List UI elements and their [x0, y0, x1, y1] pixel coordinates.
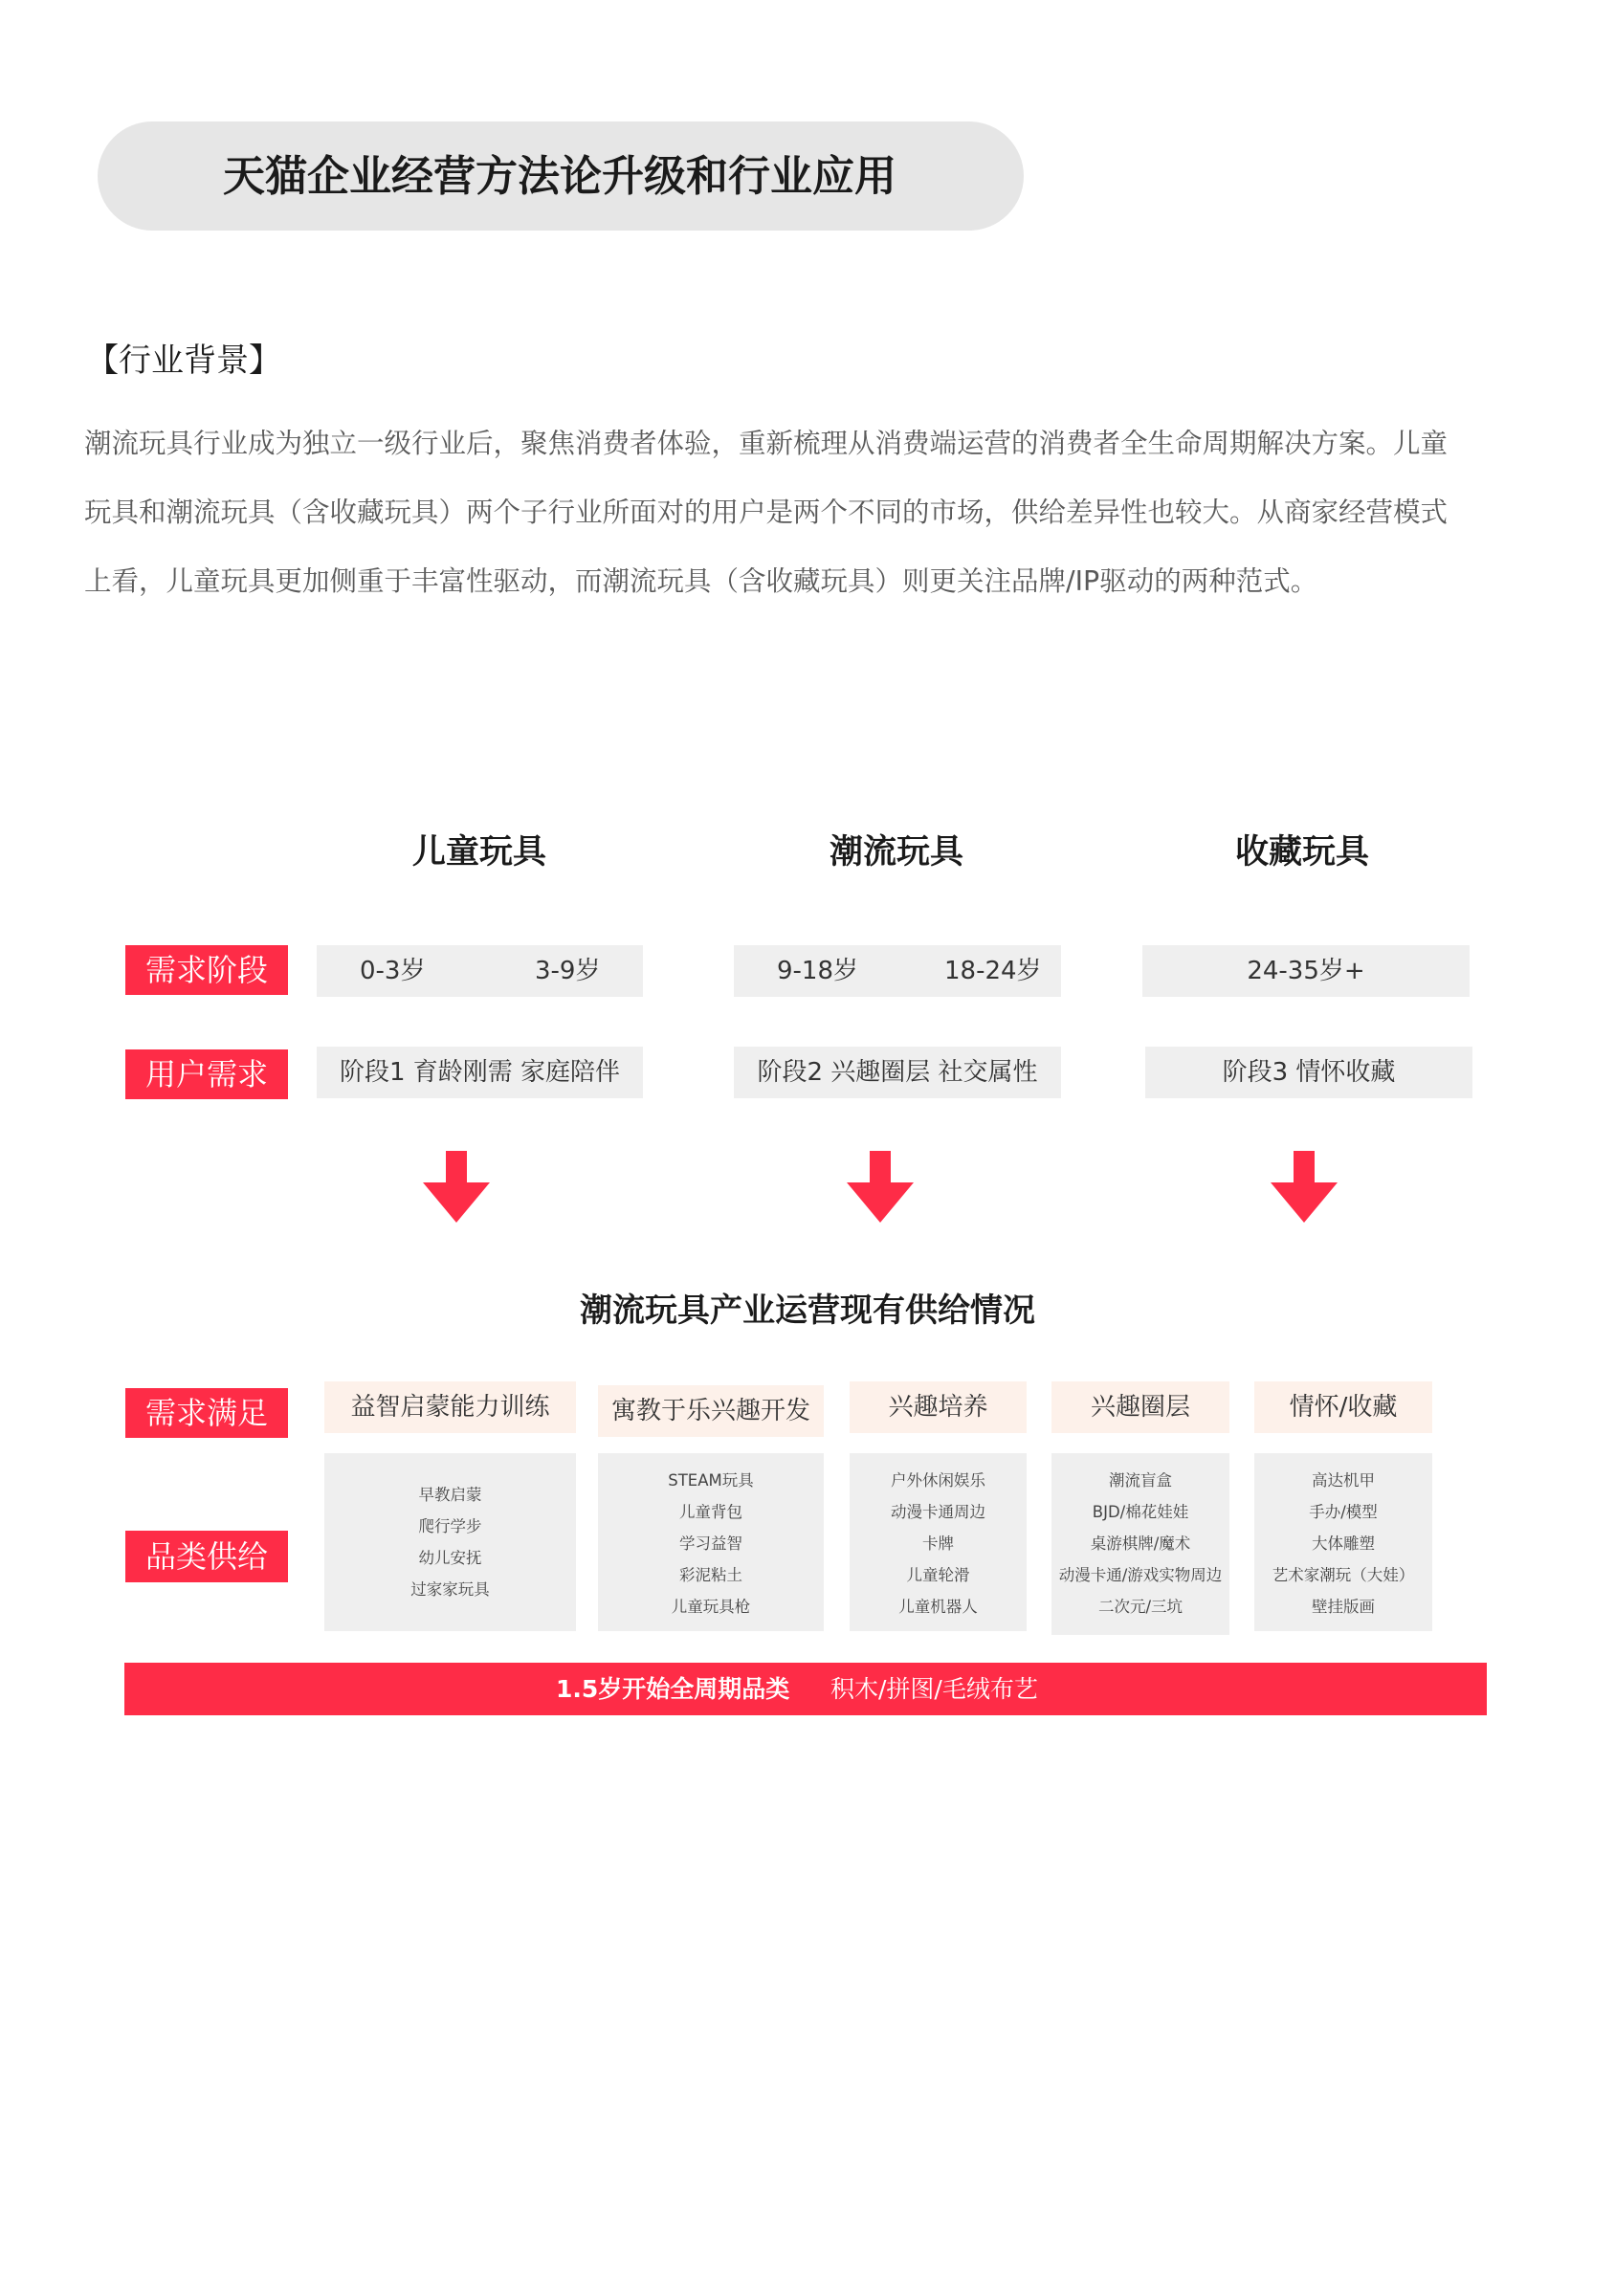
category-item: 幼儿安抚 [418, 1549, 482, 1567]
user-need-kids [317, 1047, 643, 1098]
full-cycle-bar [124, 1663, 1487, 1715]
section-heading: 【行业背景】 [86, 342, 281, 380]
user-need-collect [1145, 1047, 1472, 1098]
paragraph-line: 上看，儿童玩具更加侧重于丰富性驱动，而潮流玩具（含收藏玩具）则更关注品牌/IP驱动的两种范式。 [84, 565, 1318, 597]
stage-box-trend [734, 945, 1061, 997]
category-box [324, 1453, 576, 1631]
category-item: 儿童背包 [679, 1503, 742, 1521]
column-title-kids: 儿童玩具 [411, 833, 546, 872]
fulfill-box: 兴趣圈层 [1051, 1381, 1229, 1433]
stage-age: 3-9岁 [535, 957, 601, 985]
fulfill-box: 寓教于乐兴趣开发 [598, 1385, 824, 1437]
category-item: 手办/模型 [1309, 1503, 1378, 1521]
stage-age: 24-35岁+ [1247, 957, 1365, 985]
category-item: 艺术家潮玩（大娃） [1272, 1566, 1415, 1584]
column-title-trend: 潮流玩具 [829, 833, 963, 872]
category-item: 儿童玩具枪 [671, 1598, 751, 1616]
category-item: 彩泥粘土 [679, 1566, 742, 1584]
category-item: 爬行学步 [418, 1517, 482, 1535]
category-item: 壁挂版画 [1312, 1598, 1375, 1616]
background-paragraph [84, 409, 1519, 616]
down-arrow-icon [423, 1151, 490, 1223]
fulfill-box: 兴趣培养 [850, 1381, 1027, 1433]
category-box [1051, 1453, 1229, 1635]
category-item: STEAM玩具 [668, 1471, 754, 1490]
category-item: 卡牌 [922, 1534, 954, 1553]
stage-box-kids [317, 945, 643, 997]
category-item: 早教启蒙 [418, 1486, 482, 1504]
fulfill-box: 益智启蒙能力训练 [324, 1381, 576, 1433]
label-user-demand: 用户需求 [125, 1049, 288, 1099]
paragraph-line: 玩具和潮流玩具（含收藏玩具）两个子行业所面对的用户是两个不同的市场，供给差异性也较大。从商家经营模式 [84, 497, 1449, 528]
category-item: 桌游棋牌/魔术 [1090, 1534, 1191, 1553]
full-cycle-categories: 积木/拼图/毛绒布艺 [830, 1675, 1038, 1703]
down-arrow-icon [1271, 1151, 1338, 1223]
user-need-text: 阶段2 兴趣圈层 社交属性 [757, 1058, 1038, 1087]
category-item: 潮流盲盒 [1109, 1471, 1172, 1490]
label-category-supply: 品类供给 [125, 1531, 288, 1582]
label-demand-stage: 需求阶段 [125, 945, 288, 995]
category-item: 高达机甲 [1312, 1471, 1375, 1490]
category-item: 儿童轮滑 [906, 1566, 970, 1584]
category-item: BJD/棉花娃娃 [1092, 1503, 1189, 1521]
full-cycle-label: 1.5岁开始全周期品类 [556, 1675, 790, 1703]
category-item: 动漫卡通/游戏实物周边 [1058, 1566, 1223, 1584]
user-need-text: 阶段1 育龄刚需 家庭陪伴 [339, 1058, 621, 1087]
stage-age: 18-24岁 [944, 957, 1042, 985]
user-need-trend [734, 1047, 1061, 1098]
stage-age: 9-18岁 [777, 957, 859, 985]
stage-box-collect [1142, 945, 1470, 997]
category-item: 学习益智 [679, 1534, 742, 1553]
label-demand-fulfill: 需求满足 [125, 1388, 288, 1438]
category-item: 户外休闲娱乐 [891, 1471, 985, 1490]
category-box [598, 1453, 824, 1631]
supply-title: 潮流玩具产业运营现有供给情况 [580, 1292, 1035, 1330]
user-need-text: 阶段3 情怀收藏 [1222, 1058, 1396, 1087]
page-title: 天猫企业经营方法论升级和行业应用 [223, 152, 896, 201]
down-arrow-icon [847, 1151, 914, 1223]
category-item: 儿童机器人 [898, 1598, 978, 1616]
category-item: 大体雕塑 [1312, 1534, 1375, 1553]
paragraph-line: 潮流玩具行业成为独立一级行业后，聚焦消费者体验，重新梳理从消费端运营的消费者全生命周期解决方案。儿童 [84, 428, 1449, 459]
fulfill-box: 情怀/收藏 [1254, 1381, 1432, 1433]
column-title-collect: 收藏玩具 [1234, 833, 1369, 872]
category-item: 动漫卡通周边 [891, 1503, 985, 1521]
category-item: 二次元/三坑 [1097, 1598, 1184, 1616]
stage-age: 0-3岁 [360, 957, 426, 985]
category-item: 过家家玩具 [410, 1580, 490, 1599]
category-box [850, 1453, 1027, 1631]
category-box [1254, 1453, 1432, 1631]
